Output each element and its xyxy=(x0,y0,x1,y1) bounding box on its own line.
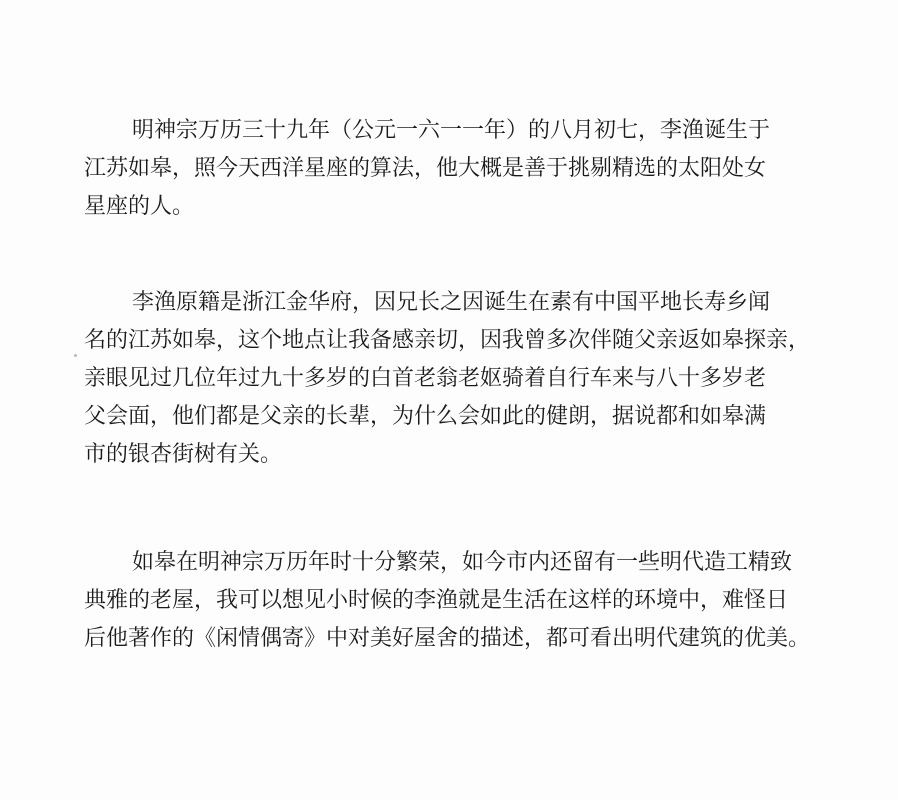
paragraph-line: 如皋在明神宗万历年时十分繁荣，如今市内还留有一些明代造工精致 xyxy=(132,550,793,575)
paragraph-3 xyxy=(84,544,811,658)
paragraph-line: 父会面，他们都是父亲的长辈，为什么会如此的健朗，据说都和如皋满 xyxy=(84,404,767,429)
paragraph-line: 亲眼见过几位年过九十多岁的白首老翁老妪骑着自行车来与八十多岁老 xyxy=(84,366,767,391)
paragraph-line: 名的江苏如皋，这个地点让我备感亲切，因我曾多次伴随父亲返如皋探亲， xyxy=(84,328,811,353)
paragraph-line: 市的银杏街树有关。 xyxy=(84,442,283,467)
paragraph-line: 江苏如皋，照今天西洋星座的算法，他大概是善于挑剔精选的太阳处女 xyxy=(84,156,767,181)
paragraph-1 xyxy=(84,112,804,226)
paragraph-line: 李渔原籍是浙江金华府，因兄长之因诞生在素有中国平地长寿乡闻 xyxy=(132,290,771,315)
paragraph-line: 星座的人。 xyxy=(84,194,195,219)
paragraph-2 xyxy=(84,284,811,474)
paragraph-line: 典雅的老屋，我可以想见小时候的李渔就是生活在这样的环境中，难怪日 xyxy=(84,588,789,613)
paragraph-line: 明神宗万历三十九年（公元一六一一年）的八月初七，李渔诞生于 xyxy=(132,118,771,143)
scan-speck xyxy=(74,354,77,357)
paragraph-line: 后他著作的《闲情偶寄》中对美好屋舍的描述，都可看出明代建筑的优美。 xyxy=(84,626,811,651)
